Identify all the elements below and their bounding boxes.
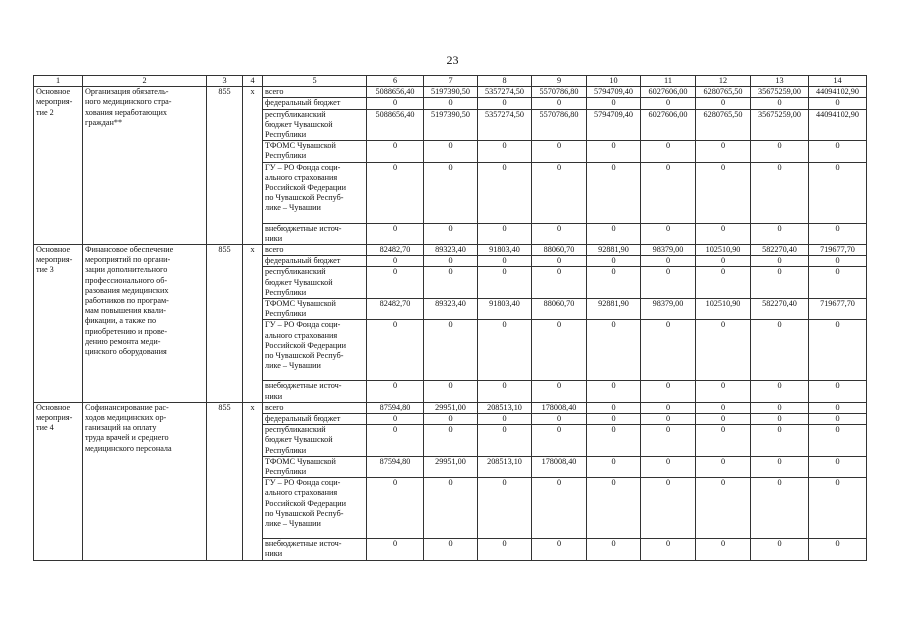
value-cell: 0 [532,425,587,457]
value-cell: 582270,40 [751,245,809,256]
source-cell [263,320,367,381]
source-cell [263,223,367,244]
value-cell: 0 [424,141,478,162]
value-cell: 0 [367,381,424,402]
value-cell: 0 [809,256,867,267]
value-cell: 0 [751,414,809,425]
value-cell: 44094102,90 [809,109,867,141]
value-cell: 0 [641,320,696,381]
table-body [34,76,867,561]
description-cell-line: профессионального об- [85,275,168,285]
value-cell: 0 [478,223,532,244]
value-cell: 98379,00 [641,245,696,256]
value-cell: 0 [424,425,478,457]
source-cell-line: внебюджетные источ- [265,539,342,549]
value-cell: 0 [641,381,696,402]
source-cell [263,425,367,457]
value-cell: 98379,00 [641,299,696,320]
value-cell: 88060,70 [532,245,587,256]
value-cell: 0 [367,256,424,267]
source-cell [263,402,367,413]
column-number: 3 [207,76,243,87]
code-cell: 855 [207,87,243,245]
value-cell: 0 [809,223,867,244]
source-cell-line: Республики [265,287,307,297]
column-number: 11 [641,76,696,87]
source-cell-line: ники [265,391,283,401]
value-cell: 0 [367,267,424,299]
value-cell: 0 [696,320,751,381]
source-cell [263,256,367,267]
value-cell: 0 [532,381,587,402]
value-cell: 0 [367,141,424,162]
value-cell: 5357274,50 [478,87,532,98]
source-cell-line: всего [265,87,284,97]
value-cell: 0 [478,98,532,109]
value-cell: 82482,70 [367,245,424,256]
source-cell-line: федеральный бюджет [265,98,341,108]
value-cell: 0 [424,539,478,560]
source-cell-line: бюджет Чувашской [265,435,333,445]
value-cell: 0 [587,223,641,244]
value-cell: 0 [696,162,751,223]
description-cell-line: мам повышения квали- [85,306,166,316]
value-cell: 0 [696,267,751,299]
value-cell: 92881,90 [587,245,641,256]
table-row [34,402,867,413]
budget-table [33,75,867,561]
source-cell-line: республиканский [265,267,326,277]
value-cell: 0 [696,98,751,109]
source-cell [263,456,367,477]
source-cell-line: Республики [265,309,307,319]
column-number-row [34,76,867,87]
value-cell: 0 [367,320,424,381]
value-cell: 0 [478,414,532,425]
value-cell: 6027606,00 [641,109,696,141]
event-cell [34,402,83,560]
value-cell: 0 [587,141,641,162]
value-cell: 0 [696,425,751,457]
column-number: 4 [243,76,263,87]
value-cell: 44094102,90 [809,87,867,98]
value-cell: 6280765,50 [696,87,751,98]
value-cell: 0 [696,223,751,244]
value-cell: 5570786,80 [532,109,587,141]
description-cell-line: фикации, а также по [85,316,157,326]
source-cell-line: ТФОМС Чувашской [265,141,336,151]
value-cell: 0 [696,539,751,560]
value-cell: 0 [367,478,424,539]
value-cell: 0 [809,141,867,162]
mark-cell: х [243,87,263,245]
source-cell-line: ники [265,549,283,559]
description-cell-line: приобретению и прове- [85,326,168,336]
description-cell [83,245,207,403]
source-cell-line: Российской Федерации [265,340,347,350]
event-cell-line: Основное [36,87,71,97]
value-cell: 719677,70 [809,245,867,256]
value-cell: 0 [809,539,867,560]
event-cell-line: тие 4 [36,423,54,433]
value-cell: 0 [641,402,696,413]
description-cell-line: хования неработающих [85,107,167,117]
value-cell: 87594,80 [367,456,424,477]
value-cell: 0 [532,162,587,223]
source-cell [263,539,367,560]
value-cell: 0 [587,256,641,267]
source-cell-line: Российской Федерации [265,183,347,193]
value-cell: 102510,90 [696,245,751,256]
column-number: 10 [587,76,641,87]
column-number: 2 [83,76,207,87]
value-cell: 0 [641,539,696,560]
value-cell: 0 [751,381,809,402]
event-cell [34,245,83,403]
source-cell [263,299,367,320]
value-cell: 0 [532,223,587,244]
source-cell-line: ТФОМС Чувашской [265,456,336,466]
value-cell: 0 [587,267,641,299]
value-cell: 0 [367,414,424,425]
value-cell: 92881,90 [587,299,641,320]
value-cell: 0 [809,425,867,457]
description-cell-line: цинского оборудования [85,347,167,357]
value-cell: 0 [751,141,809,162]
mark-cell: х [243,402,263,560]
value-cell: 91803,40 [478,299,532,320]
source-cell-line: Республики [265,445,307,455]
value-cell: 0 [809,98,867,109]
column-number: 6 [367,76,424,87]
source-cell-line: республиканский [265,109,326,119]
value-cell: 0 [424,267,478,299]
description-cell-line: граждан** [85,117,123,127]
value-cell: 0 [809,320,867,381]
description-cell [83,87,207,245]
value-cell: 0 [641,141,696,162]
value-cell: 29951,00 [424,402,478,413]
value-cell: 6280765,50 [696,109,751,141]
value-cell: 0 [587,539,641,560]
description-cell-line: медицинского персонала [85,443,172,453]
code-cell: 855 [207,245,243,403]
value-cell: 0 [532,478,587,539]
value-cell: 0 [424,478,478,539]
value-cell: 0 [478,141,532,162]
column-number: 13 [751,76,809,87]
table-row [34,245,867,256]
value-cell: 0 [809,162,867,223]
value-cell: 0 [478,478,532,539]
source-cell-line: по Чувашской Респуб- [265,508,344,518]
value-cell: 0 [809,381,867,402]
value-cell: 0 [587,98,641,109]
value-cell: 0 [641,425,696,457]
value-cell: 0 [532,141,587,162]
value-cell: 0 [696,141,751,162]
value-cell: 5357274,50 [478,109,532,141]
mark-cell: х [243,245,263,403]
source-cell [263,162,367,223]
value-cell: 0 [478,381,532,402]
value-cell: 0 [751,456,809,477]
value-cell: 0 [587,162,641,223]
value-cell: 0 [424,414,478,425]
value-cell: 0 [641,414,696,425]
event-cell-line: Основное [36,245,71,255]
source-cell-line: ГУ – РО Фонда соци- [265,162,341,172]
source-cell [263,478,367,539]
value-cell: 5197390,50 [424,87,478,98]
value-cell: 0 [696,381,751,402]
description-cell-line: труда врачей и среднего [85,433,169,443]
value-cell: 0 [478,267,532,299]
source-cell-line: всего [265,402,284,412]
value-cell: 0 [424,320,478,381]
description-cell-line: работников по програм- [85,296,169,306]
column-number: 7 [424,76,478,87]
column-number: 1 [34,76,83,87]
source-cell-line: всего [265,245,284,255]
value-cell: 0 [751,223,809,244]
value-cell: 582270,40 [751,299,809,320]
value-cell: 0 [532,267,587,299]
page-number: 23 [446,53,459,67]
source-cell-line: лике – Чувашии [265,361,321,371]
value-cell: 5794709,40 [587,87,641,98]
source-cell [263,98,367,109]
value-cell: 29951,00 [424,456,478,477]
value-cell: 0 [587,478,641,539]
value-cell: 5570786,80 [532,87,587,98]
code-cell: 855 [207,402,243,560]
value-cell: 0 [751,267,809,299]
value-cell: 0 [696,414,751,425]
description-cell-line: ного медицинского стра- [85,97,172,107]
column-number: 14 [809,76,867,87]
value-cell: 102510,90 [696,299,751,320]
table-row [34,87,867,98]
source-cell [263,267,367,299]
value-cell: 0 [751,98,809,109]
value-cell: 0 [751,402,809,413]
description-cell-line: Софинансирование рас- [85,402,169,412]
value-cell: 208513,10 [478,402,532,413]
value-cell: 0 [532,414,587,425]
value-cell: 178008,40 [532,456,587,477]
source-cell-line: республиканский [265,425,326,435]
value-cell: 0 [367,539,424,560]
column-number: 5 [263,76,367,87]
source-cell-line: по Чувашской Респуб- [265,351,344,361]
value-cell: 89323,40 [424,245,478,256]
event-cell-line: мероприя- [36,255,73,265]
value-cell: 91803,40 [478,245,532,256]
value-cell: 0 [641,162,696,223]
value-cell: 6027606,00 [641,87,696,98]
source-cell [263,87,367,98]
value-cell: 0 [751,425,809,457]
value-cell: 0 [809,456,867,477]
value-cell: 0 [641,267,696,299]
source-cell-line: лике – Чувашии [265,203,321,213]
value-cell: 0 [587,402,641,413]
value-cell: 0 [478,539,532,560]
value-cell: 0 [478,162,532,223]
value-cell: 88060,70 [532,299,587,320]
value-cell: 0 [696,402,751,413]
value-cell: 0 [424,98,478,109]
source-cell [263,109,367,141]
source-cell [263,245,367,256]
value-cell: 0 [641,478,696,539]
value-cell: 0 [641,98,696,109]
source-cell-line: Республики [265,151,307,161]
source-cell [263,141,367,162]
value-cell: 35675259,00 [751,87,809,98]
value-cell: 0 [809,478,867,539]
value-cell: 0 [809,414,867,425]
value-cell: 5794709,40 [587,109,641,141]
value-cell: 0 [751,478,809,539]
value-cell: 0 [424,162,478,223]
value-cell: 0 [641,256,696,267]
event-cell-line: тие 3 [36,265,54,275]
value-cell: 0 [424,256,478,267]
value-cell: 0 [424,381,478,402]
value-cell: 0 [367,425,424,457]
description-cell-line: разования медицинских [85,285,169,295]
value-cell: 0 [587,456,641,477]
source-cell-line: ГУ – РО Фонда соци- [265,478,341,488]
value-cell: 0 [424,223,478,244]
description-cell-line: ходов медицинских ор- [85,413,167,423]
value-cell: 0 [587,381,641,402]
source-cell-line: федеральный бюджет [265,256,341,266]
value-cell: 0 [641,223,696,244]
value-cell: 0 [696,256,751,267]
value-cell: 5197390,50 [424,109,478,141]
value-cell: 0 [751,320,809,381]
source-cell-line: внебюджетные источ- [265,381,342,391]
description-cell-line: зации дополнительного [85,265,168,275]
source-cell-line: лике – Чувашии [265,519,321,529]
value-cell: 0 [532,256,587,267]
value-cell: 87594,80 [367,402,424,413]
source-cell-line: ГУ – РО Фонда соци- [265,320,341,330]
value-cell: 0 [696,456,751,477]
value-cell: 178008,40 [532,402,587,413]
source-cell-line: федеральный бюджет [265,414,341,424]
value-cell: 0 [696,478,751,539]
source-cell-line: по Чувашской Респуб- [265,193,344,203]
source-cell-line: ального страхования [265,172,338,182]
column-number: 8 [478,76,532,87]
value-cell: 0 [367,98,424,109]
value-cell: 5088656,40 [367,109,424,141]
description-cell [83,402,207,560]
value-cell: 82482,70 [367,299,424,320]
value-cell: 0 [532,539,587,560]
value-cell: 0 [809,267,867,299]
description-cell-line: мероприятий по органи- [85,255,171,265]
description-cell-line: дению ремонта меди- [85,336,161,346]
event-cell-line: тие 2 [36,107,54,117]
source-cell-line: Республики [265,467,307,477]
value-cell: 0 [532,98,587,109]
value-cell: 0 [809,402,867,413]
value-cell: 35675259,00 [751,109,809,141]
description-cell-line: ганизаций на оплату [85,423,157,433]
value-cell: 0 [478,256,532,267]
source-cell-line: Республики [265,130,307,140]
value-cell: 0 [478,425,532,457]
value-cell: 0 [587,414,641,425]
value-cell: 0 [478,320,532,381]
source-cell-line: бюджет Чувашской [265,119,333,129]
source-cell-line: ального страхования [265,330,338,340]
column-number: 9 [532,76,587,87]
event-cell-line: мероприя- [36,97,73,107]
value-cell: 0 [532,320,587,381]
value-cell: 208513,10 [478,456,532,477]
source-cell [263,414,367,425]
value-cell: 0 [587,425,641,457]
event-cell-line: мероприя- [36,413,73,423]
column-number: 12 [696,76,751,87]
description-cell-line: Финансовое обеспечение [85,245,174,255]
source-cell-line: внебюджетные источ- [265,223,342,233]
value-cell: 0 [587,320,641,381]
source-cell-line: бюджет Чувашской [265,277,333,287]
value-cell: 0 [751,162,809,223]
value-cell: 89323,40 [424,299,478,320]
value-cell: 0 [751,539,809,560]
source-cell-line: ники [265,233,283,243]
value-cell: 0 [367,162,424,223]
source-cell-line: ального страхования [265,488,338,498]
value-cell: 0 [367,223,424,244]
value-cell: 0 [641,456,696,477]
event-cell [34,87,83,245]
description-cell-line: Организация обязатель- [85,87,169,97]
event-cell-line: Основное [36,402,71,412]
source-cell-line: Российской Федерации [265,498,347,508]
value-cell: 5088656,40 [367,87,424,98]
value-cell: 0 [751,256,809,267]
source-cell-line: ТФОМС Чувашской [265,299,336,309]
source-cell [263,381,367,402]
value-cell: 719677,70 [809,299,867,320]
